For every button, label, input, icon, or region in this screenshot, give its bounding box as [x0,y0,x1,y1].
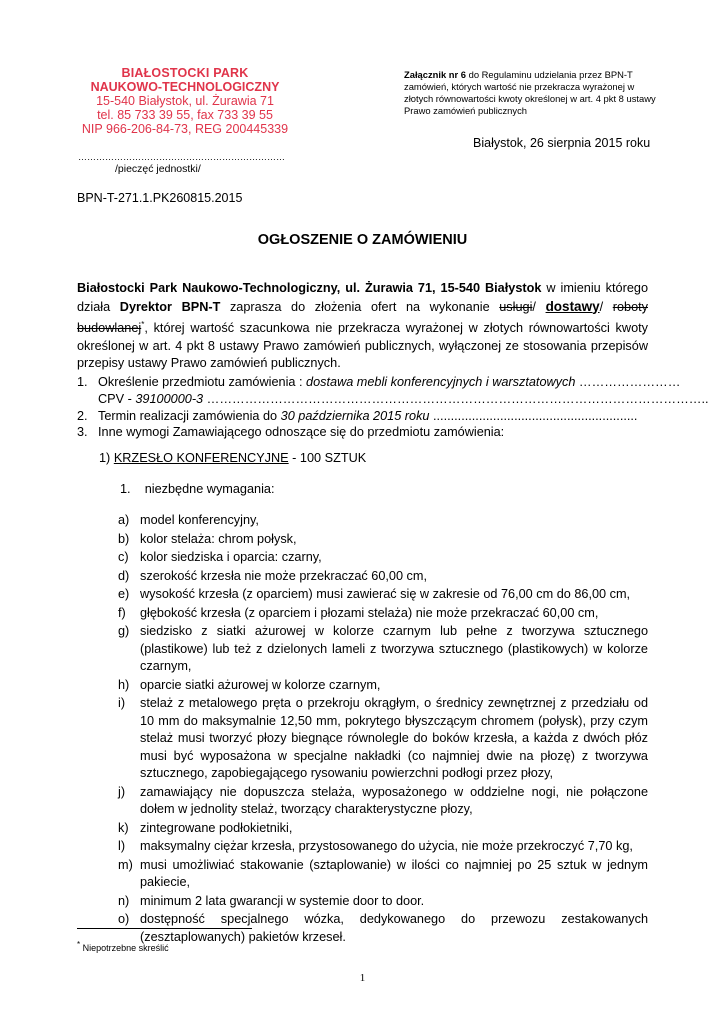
item-text: kolor siedziska i oparcia: czarny, [140,550,322,564]
list-item [118,531,648,549]
page-number: 1 [359,972,366,984]
point-2-deadline: 30 października 2015 roku [280,409,430,423]
item-text: kolor stelaża: chrom połysk, [140,531,297,546]
list-item [118,838,648,856]
director-title: Dyrektor BPN-T [119,299,221,314]
item-letter: m) [118,857,133,872]
stamp-line-2: NAUKOWO-TECHNOLOGICZNY [90,80,280,94]
stamp-line-4: tel. 85 733 39 55, fax 733 39 55 [97,108,273,122]
footnote-separator [77,928,252,929]
cpv-label: CPV - [98,392,136,406]
requirements-text: niezbędne wymagania: [144,482,275,496]
stamp-line-5: NIP 966-206-84-73, REG 200445339 [81,122,289,136]
item-letter: b) [118,531,130,546]
intro-paragraph [77,280,648,373]
point-2-dots: .......................................................... [429,409,638,423]
document-date: Białystok, 26 sierpnia 2015 roku [473,136,651,150]
item-text: zamawiający nie dopuszcza stelaża, wyposażonego w oddzielne nogi, nie połączone dołem w jednolity stelaż, tworzący charakterystyczne płozy, [140,784,648,816]
cpv-dots: ……………………………………………………………………………………………………….. [203,392,709,406]
annex-number: Załącznik nr 6 [404,69,467,80]
list-item [118,820,648,838]
document-title: OGŁOSZENIE O ZAMÓWIENIU [257,232,468,248]
cpv-line [98,391,709,408]
footnote [77,940,169,953]
section-number: 1) [99,451,111,465]
item-text: stelaż z metalowego pręta o przekroju okrągłym, o średnicy zewnętrznej z przedziału od 10 mm do maksymalnie 12,50 mm, pokrytego błyszczącym chromem (połysk), przy czym stelaż musi tworzyć płozy biegnące równolegle do boków krzesła, a każda z dwóch płóz musi być wyposażona w specjalne nakładki (co najmniej dwie na płozę) z tworzywa sztucznego, zapobiegającego rysowaniu powierzchni podłogi przez płozy, [140,696,648,780]
point-1-subject: dostawa mebli konferencyjnych i warsztatowych [306,375,576,389]
stamp-caption: /pieczęć jednostki/ [115,163,201,175]
item-letter: a) [118,513,130,527]
item-letter: g) [118,624,130,638]
separator-1: / [532,299,546,314]
intro-text-1: w imieniu którego działa [77,281,649,314]
reference-number: BPN-T-271.1.PK260815.2015 [77,191,243,205]
list-item [118,549,648,567]
list-item [118,695,648,783]
option-deliveries: dostawy [545,298,600,314]
item-text: głębokość krzesła (z oparciem i płozami stelaża) nie może przekraczać 60,00 cm, [140,605,599,620]
institution-stamp [80,66,290,136]
item-letter: l) [118,839,126,853]
item-text: minimum 2 lata gwarancji w systemie door to door. [140,893,425,908]
item-text: model konferencyjny, [140,513,259,527]
list-item [118,623,648,676]
item-letter: f) [118,605,126,620]
annex-text: do Regulaminu udzielania przez BPN-T zamówień, których wartość nie przekracza wyrażonej w złotych równowartości kwoty określonej w art. 4 pkt 8 ustawy Prawo zamówień publicznych [404,69,656,116]
point-3-text: Inne wymogi Zamawiającego odnoszące się do przedmiotu zamówienia: [98,425,505,439]
footnote-text: Niepotrzebne skreślić [80,943,169,953]
section-quantity: - 100 SZTUK [288,451,367,465]
organization-name: Białostocki Park Naukowo-Technologiczny, ul. Żurawia 71, 15-540 Białystok [77,281,542,295]
list-item [118,893,648,911]
item-text: oparcie siatki ażurowej w kolorze czarnym, [140,677,381,692]
section-chair-heading [99,451,366,465]
point-1-number: 1. [77,375,88,389]
point-1-dots: …………………… [575,375,681,389]
item-letter: o) [118,912,130,926]
stamp-line-1: BIAŁOSTOCKI PARK [121,66,249,80]
cpv-code: 39100000-3 [135,392,204,406]
list-item [118,605,648,623]
item-letter: c) [118,550,129,564]
item-text: wysokość krzesła (z oparciem) musi zawierać się w zakresie od 76,00 cm do 86,00 cm, [140,587,631,601]
separator-2: / [599,299,613,314]
point-2-number: 2. [77,409,88,423]
requirements-list [118,512,648,947]
list-item [118,677,648,695]
requirements-heading [120,482,274,496]
stamp-line-3: 15-540 Białystok, ul. Żurawia 71 [96,94,274,108]
footnote-marker: * [141,320,145,329]
stamp-dotted-line: …………………………………………………………… [78,152,285,162]
item-letter: d) [118,568,130,583]
item-text: maksymalny ciężar krzesła, przystosowanego do użycia, nie może przekroczyć 7,70 kg, [140,839,633,853]
list-item [118,586,648,604]
item-text: zintegrowane podłokietniki, [140,820,293,835]
section-item-name: KRZESŁO KONFERENCYJNE [113,451,289,465]
item-letter: j) [118,784,126,799]
intro-text-3: , której wartość szacunkowa nie przekracza wyrażonej w złotych równowartości kwoty określonej w art. 4 pkt 8 ustawy Prawo zamówień publicznych, wyłączonej ze stosowania przepisów przepisy ustawy Prawo zamówień publicznych. [77,321,648,371]
point-2-text: Termin realizacji zamówienia do [98,409,281,423]
point-3-number: 3. [77,425,88,439]
item-letter: i) [118,696,126,710]
footnote-star: * [77,940,81,949]
item-letter: n) [118,893,130,908]
list-item [118,568,648,586]
intro-text-2: zaprasza do złożenia ofert na wykonanie [220,299,500,314]
option-construction: roboty budowlanej [77,299,648,336]
list-item [118,512,648,530]
list-item [118,784,648,819]
point-1-text: Określenie przedmiotu zamówienia : [98,375,307,389]
item-letter: e) [118,587,130,601]
item-text: szerokość krzesła nie może przekraczać 60,00 cm, [140,568,427,583]
annex-note [404,69,664,117]
item-text: siedzisko z siatki ażurowej w kolorze czarnym lub pełne z tworzywa sztucznego (plastikowe) lub też z dzielonych lameli z tworzywa sztucznego (plastikowych) w kolorze czarnym, [140,624,648,673]
option-services: usługi [499,299,533,314]
list-item [118,857,648,892]
requirements-number: 1. [120,482,131,496]
item-text: musi umożliwiać stakowanie (sztaplowanie) w ilości co najmniej po 25 sztuk w jednym pakiecie, [140,857,648,889]
item-letter: h) [118,677,130,692]
item-letter: k) [118,820,129,835]
item-text: dostępność specjalnego wózka, dedykowanego do przewozu zestakowanych (zesztaplowanych) pakietów krzeseł. [140,912,648,944]
